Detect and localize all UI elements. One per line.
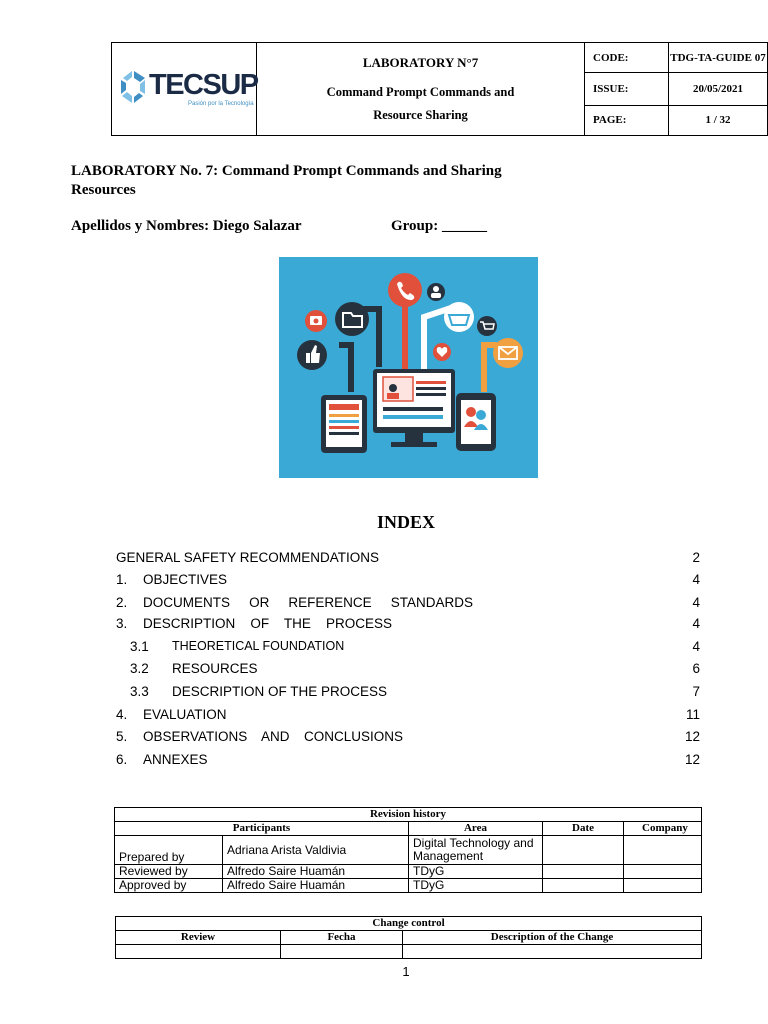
lab-subtitle-line2: Resource Sharing xyxy=(373,107,468,122)
toc-entry-number: 3.3 xyxy=(130,684,149,699)
col-review: Review xyxy=(116,931,281,945)
toc-entry-page: 4 xyxy=(692,639,700,654)
toc-entry[interactable] xyxy=(116,550,379,565)
tablet-device xyxy=(321,395,367,453)
folder-icon xyxy=(335,302,369,336)
area-line1: Digital Technology and xyxy=(413,836,534,850)
toc-entry-page: 2 xyxy=(692,550,700,565)
page-label: PAGE: xyxy=(585,105,669,135)
toc-entry-number: 5. xyxy=(116,729,128,744)
toc-entry-page: 11 xyxy=(685,707,700,722)
logo-cell xyxy=(112,43,257,136)
code-label: CODE: xyxy=(585,43,669,73)
revision-history-table xyxy=(114,807,702,893)
date-cell xyxy=(543,836,624,865)
table-row xyxy=(115,865,702,879)
toc-entry-number: 3.1 xyxy=(130,639,149,654)
role-cell: Approved by xyxy=(115,879,223,893)
logo-tagline: Pasión por la Tecnología xyxy=(188,101,254,107)
toc-entry-number: 3.2 xyxy=(130,661,149,676)
code-value: TDG-TA-GUIDE 07 xyxy=(669,43,768,73)
group-field: Group: ______ xyxy=(391,218,487,234)
lab-title: LABORATORY N°7 xyxy=(362,55,479,71)
col-date: Date xyxy=(543,822,624,836)
toc-entry-page: 4 xyxy=(692,616,700,631)
name-cell: Alfredo Saire Huamán xyxy=(223,879,409,893)
company-cell xyxy=(624,836,702,865)
shopping-basket-icon xyxy=(444,302,474,332)
toc-entry-number: 1. xyxy=(116,572,128,587)
fecha-cell xyxy=(281,945,403,959)
toc-entry-label[interactable]: DESCRIPTION OF THE PROCESS xyxy=(172,684,388,699)
area-line2: Management xyxy=(413,849,484,863)
toc-entry-number: 4. xyxy=(116,707,128,722)
issue-value: 20/05/2021 xyxy=(669,73,768,105)
index-title: INDEX xyxy=(376,512,435,532)
smartphone-device xyxy=(456,393,496,451)
toc-entry-number: 6. xyxy=(116,752,128,767)
toc-entry-number: 2. xyxy=(116,595,128,610)
area-cell: TDyG xyxy=(409,865,543,879)
issue-label: ISSUE: xyxy=(585,73,669,105)
col-participants: Participants xyxy=(115,822,409,836)
toc-entry-label[interactable]: DOCUMENTS OR REFERENCE STANDARDS xyxy=(143,595,473,610)
company-cell xyxy=(624,879,702,893)
tecsup-logo-icon xyxy=(118,69,150,105)
change-control-title: Change control xyxy=(116,917,702,931)
date-cell xyxy=(543,879,624,893)
company-cell xyxy=(624,865,702,879)
toc-entry-page: 7 xyxy=(692,684,700,699)
toc-entry-label[interactable]: DESCRIPTION OF THE PROCESS xyxy=(143,616,392,631)
area-cell: TDyG xyxy=(409,879,543,893)
logo-wordmark: TECSUP xyxy=(149,69,258,101)
area-cell xyxy=(409,836,543,865)
change-control-table xyxy=(115,916,702,959)
document-title-line2: Resources xyxy=(71,182,136,198)
revision-history-title: Revision history xyxy=(115,808,702,822)
review-cell xyxy=(116,945,281,959)
toc-entry-page: 4 xyxy=(692,572,700,587)
document-header-table xyxy=(111,42,768,136)
date-cell xyxy=(543,865,624,879)
lab-subtitle-line1: Command Prompt Commands and xyxy=(326,84,515,99)
toc-entry-label[interactable]: EVALUATION xyxy=(143,707,227,722)
name-cell: Adriana Arista Valdivia xyxy=(223,836,409,865)
col-fecha: Fecha xyxy=(281,931,403,945)
toc-entry-number: 3. xyxy=(116,616,128,631)
header-title-cell xyxy=(257,43,585,136)
phone-icon xyxy=(388,273,422,307)
network-devices-illustration xyxy=(279,257,538,478)
toc-entry-label[interactable]: OBSERVATIONS AND CONCLUSIONS xyxy=(143,729,403,744)
document-title-line1: LABORATORY No. 7: Command Prompt Commands and Sharing xyxy=(71,163,502,179)
toc-entry-page: 12 xyxy=(684,752,700,767)
footer-page-number: 1 xyxy=(402,964,410,979)
role-cell: Reviewed by xyxy=(115,865,223,879)
description-cell xyxy=(403,945,702,959)
toc-entry-label[interactable]: OBJECTIVES xyxy=(143,572,228,587)
toc-entry-page: 12 xyxy=(684,729,700,744)
toc-entry-page: 4 xyxy=(692,595,700,610)
toc-entry-label: GENERAL SAFETY RECOMMENDATIONS xyxy=(116,550,380,565)
table-row xyxy=(116,945,702,959)
table-row xyxy=(115,879,702,893)
role-cell: Prepared by xyxy=(115,836,223,865)
col-area: Area xyxy=(409,822,543,836)
toc-entry-label[interactable]: RESOURCES xyxy=(172,661,258,676)
table-row xyxy=(115,836,702,865)
tecsup-logo xyxy=(112,43,256,135)
document-title xyxy=(71,162,561,200)
student-name: Apellidos y Nombres: Diego Salazar xyxy=(71,218,302,234)
col-company: Company xyxy=(624,822,702,836)
toc-entry-label[interactable]: ANNEXES xyxy=(143,752,208,767)
toc-entry-label[interactable]: THEORETICAL FOUNDATION xyxy=(172,639,345,653)
name-cell: Alfredo Saire Huamán xyxy=(223,865,409,879)
page-value: 1 / 32 xyxy=(669,105,768,135)
col-description: Description of the Change xyxy=(403,931,702,945)
toc-entry-page: 6 xyxy=(692,661,700,676)
